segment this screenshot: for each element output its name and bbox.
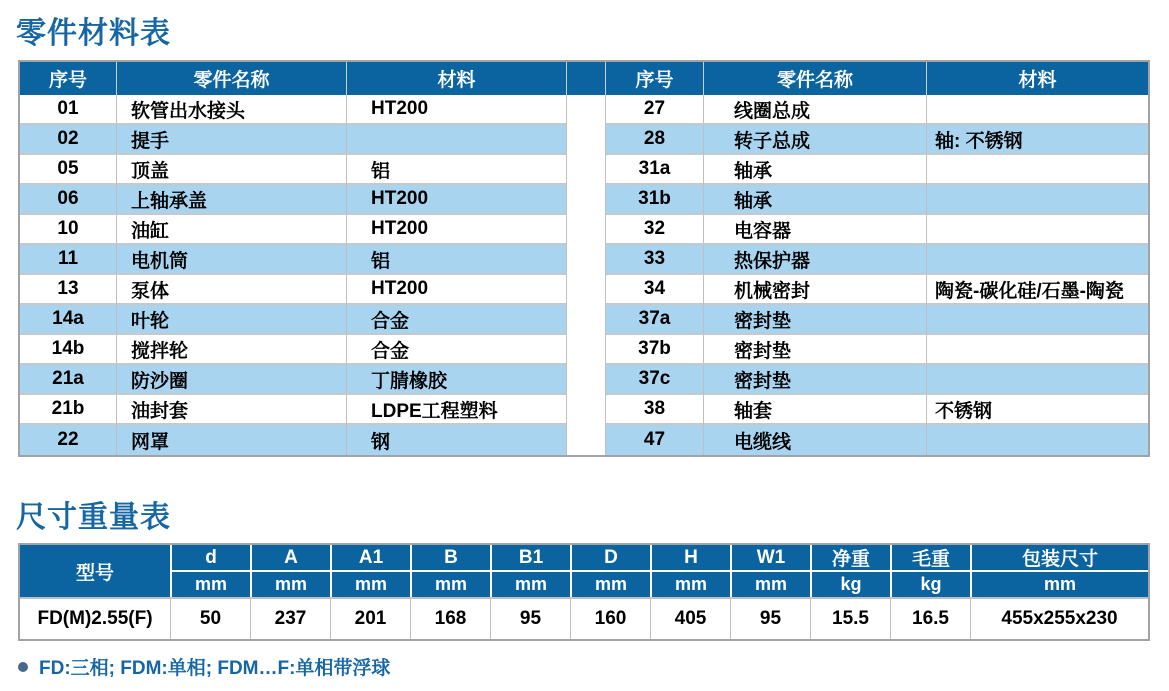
model-header: 型号 xyxy=(20,545,170,597)
row-divider xyxy=(567,125,606,155)
part-material: HT200 xyxy=(347,275,567,305)
table-row xyxy=(20,275,1148,305)
column-unit: mm xyxy=(410,572,490,597)
model-column xyxy=(20,545,170,639)
table-row xyxy=(20,425,1148,455)
part-no: 22 xyxy=(20,425,117,455)
part-material: HT200 xyxy=(347,185,567,215)
dim-column-gross-weight xyxy=(890,545,970,639)
part-material xyxy=(927,365,1148,395)
part-name: 泵体 xyxy=(117,275,347,305)
part-name: 提手 xyxy=(117,125,347,155)
part-no: 37b xyxy=(606,335,704,365)
part-material xyxy=(927,215,1148,245)
dim-value: 95 xyxy=(490,597,570,639)
column-unit: mm xyxy=(570,572,650,597)
part-no: 37a xyxy=(606,305,704,335)
bullet-icon xyxy=(18,662,28,672)
dim-column-w1 xyxy=(730,545,810,639)
column-unit: mm xyxy=(330,572,410,597)
part-no: 21a xyxy=(20,365,117,395)
part-name: 转子总成 xyxy=(704,125,927,155)
part-no: 01 xyxy=(20,95,117,125)
table-row xyxy=(20,365,1148,395)
part-material xyxy=(927,245,1148,275)
part-name: 密封垫 xyxy=(704,305,927,335)
parts-material-table xyxy=(18,60,1150,457)
part-name: 搅拌轮 xyxy=(117,335,347,365)
part-material: 合金 xyxy=(347,305,567,335)
part-no: 34 xyxy=(606,275,704,305)
header-no-left: 序号 xyxy=(20,62,117,95)
table-row xyxy=(20,245,1148,275)
dim-column-d2 xyxy=(570,545,650,639)
part-no: 06 xyxy=(20,185,117,215)
model-legend-text: FD:三相; FDM:单相; FDM…F:单相带浮球 xyxy=(39,658,391,679)
column-header: 净重 xyxy=(810,545,890,572)
part-name: 机械密封 xyxy=(704,275,927,305)
part-no: 02 xyxy=(20,125,117,155)
part-no: 14a xyxy=(20,305,117,335)
column-unit: mm xyxy=(730,572,810,597)
part-no: 05 xyxy=(20,155,117,185)
part-material: HT200 xyxy=(347,95,567,125)
dim-column-a1 xyxy=(330,545,410,639)
dim-value: 455x255x230 xyxy=(970,597,1148,639)
dimensions-section-title: 尺寸重量表 xyxy=(16,501,171,534)
column-header: A xyxy=(250,545,330,572)
dim-column-d xyxy=(170,545,250,639)
parts-section-title: 零件材料表 xyxy=(16,17,171,50)
column-header: d xyxy=(170,545,250,572)
row-divider xyxy=(567,365,606,395)
dim-column-b xyxy=(410,545,490,639)
dim-value: 168 xyxy=(410,597,490,639)
part-no: 11 xyxy=(20,245,117,275)
part-no: 10 xyxy=(20,215,117,245)
part-name: 密封垫 xyxy=(704,365,927,395)
part-material xyxy=(927,335,1148,365)
row-divider xyxy=(567,185,606,215)
column-unit: kg xyxy=(810,572,890,597)
dim-value: 50 xyxy=(170,597,250,639)
part-name: 电机筒 xyxy=(117,245,347,275)
part-no: 31a xyxy=(606,155,704,185)
part-name: 顶盖 xyxy=(117,155,347,185)
part-name: 油封套 xyxy=(117,395,347,425)
part-no: 27 xyxy=(606,95,704,125)
part-material xyxy=(927,95,1148,125)
model-value: FD(M)2.55(F) xyxy=(20,597,170,639)
part-material: 陶瓷-碳化硅/石墨-陶瓷 xyxy=(927,275,1148,305)
dim-column-h xyxy=(650,545,730,639)
part-material: 钢 xyxy=(347,425,567,455)
column-unit: mm xyxy=(650,572,730,597)
column-header: B xyxy=(410,545,490,572)
part-name: 轴承 xyxy=(704,155,927,185)
part-name: 电容器 xyxy=(704,215,927,245)
column-header: D xyxy=(570,545,650,572)
column-unit: mm xyxy=(970,572,1148,597)
part-no: 47 xyxy=(606,425,704,455)
column-header: H xyxy=(650,545,730,572)
dim-column-b1 xyxy=(490,545,570,639)
part-material xyxy=(927,155,1148,185)
row-divider xyxy=(567,155,606,185)
part-name: 轴承 xyxy=(704,185,927,215)
part-name: 线圈总成 xyxy=(704,95,927,125)
model-legend-note xyxy=(18,653,390,680)
part-material: 铝 xyxy=(347,245,567,275)
part-name: 软管出水接头 xyxy=(117,95,347,125)
header-material-right: 材料 xyxy=(927,62,1148,95)
part-no: 13 xyxy=(20,275,117,305)
part-name: 热保护器 xyxy=(704,245,927,275)
dim-value: 237 xyxy=(250,597,330,639)
row-divider xyxy=(567,305,606,335)
header-name-left: 零件名称 xyxy=(117,62,347,95)
part-material: 丁腈橡胶 xyxy=(347,365,567,395)
part-material xyxy=(927,425,1148,455)
dimensions-weight-table xyxy=(18,543,1150,641)
column-header: 毛重 xyxy=(890,545,970,572)
table-row xyxy=(20,395,1148,425)
dim-value: 405 xyxy=(650,597,730,639)
table-row xyxy=(20,95,1148,125)
header-name-right: 零件名称 xyxy=(704,62,927,95)
part-name: 网罩 xyxy=(117,425,347,455)
table-row xyxy=(20,335,1148,365)
table-row xyxy=(20,155,1148,185)
dim-value: 160 xyxy=(570,597,650,639)
part-name: 防沙圈 xyxy=(117,365,347,395)
part-material xyxy=(927,305,1148,335)
part-name: 电缆线 xyxy=(704,425,927,455)
row-divider xyxy=(567,335,606,365)
row-divider xyxy=(567,95,606,125)
dim-value: 201 xyxy=(330,597,410,639)
row-divider xyxy=(567,425,606,455)
column-unit: mm xyxy=(490,572,570,597)
dim-column-a xyxy=(250,545,330,639)
part-no: 31b xyxy=(606,185,704,215)
row-divider xyxy=(567,275,606,305)
table-row xyxy=(20,305,1148,335)
part-name: 轴套 xyxy=(704,395,927,425)
part-material xyxy=(347,125,567,155)
column-header: 包装尺寸 xyxy=(970,545,1148,572)
part-no: 21b xyxy=(20,395,117,425)
part-name: 叶轮 xyxy=(117,305,347,335)
part-no: 28 xyxy=(606,125,704,155)
part-name: 油缸 xyxy=(117,215,347,245)
dim-value: 95 xyxy=(730,597,810,639)
part-material: LDPE工程塑料 xyxy=(347,395,567,425)
row-divider xyxy=(567,395,606,425)
table-row xyxy=(20,215,1148,245)
dim-column-net-weight xyxy=(810,545,890,639)
table-row xyxy=(20,185,1148,215)
part-material: 不锈钢 xyxy=(927,395,1148,425)
column-header: A1 xyxy=(330,545,410,572)
header-material-left: 材料 xyxy=(347,62,567,95)
column-header: W1 xyxy=(730,545,810,572)
part-no: 14b xyxy=(20,335,117,365)
part-no: 33 xyxy=(606,245,704,275)
parts-table-header-row xyxy=(20,62,1148,95)
dim-value: 16.5 xyxy=(890,597,970,639)
column-unit: mm xyxy=(170,572,250,597)
part-no: 32 xyxy=(606,215,704,245)
column-unit: kg xyxy=(890,572,970,597)
dim-column-package-size xyxy=(970,545,1148,639)
part-material: 铝 xyxy=(347,155,567,185)
part-material: HT200 xyxy=(347,215,567,245)
part-no: 38 xyxy=(606,395,704,425)
part-name: 密封垫 xyxy=(704,335,927,365)
part-material: 轴: 不锈钢 xyxy=(927,125,1148,155)
part-material: 合金 xyxy=(347,335,567,365)
table-row xyxy=(20,125,1148,155)
column-header: B1 xyxy=(490,545,570,572)
row-divider xyxy=(567,215,606,245)
part-material xyxy=(927,185,1148,215)
header-no-right: 序号 xyxy=(606,62,704,95)
row-divider xyxy=(567,245,606,275)
part-name: 上轴承盖 xyxy=(117,185,347,215)
header-divider xyxy=(567,62,606,95)
dim-value: 15.5 xyxy=(810,597,890,639)
column-unit: mm xyxy=(250,572,330,597)
part-no: 37c xyxy=(606,365,704,395)
